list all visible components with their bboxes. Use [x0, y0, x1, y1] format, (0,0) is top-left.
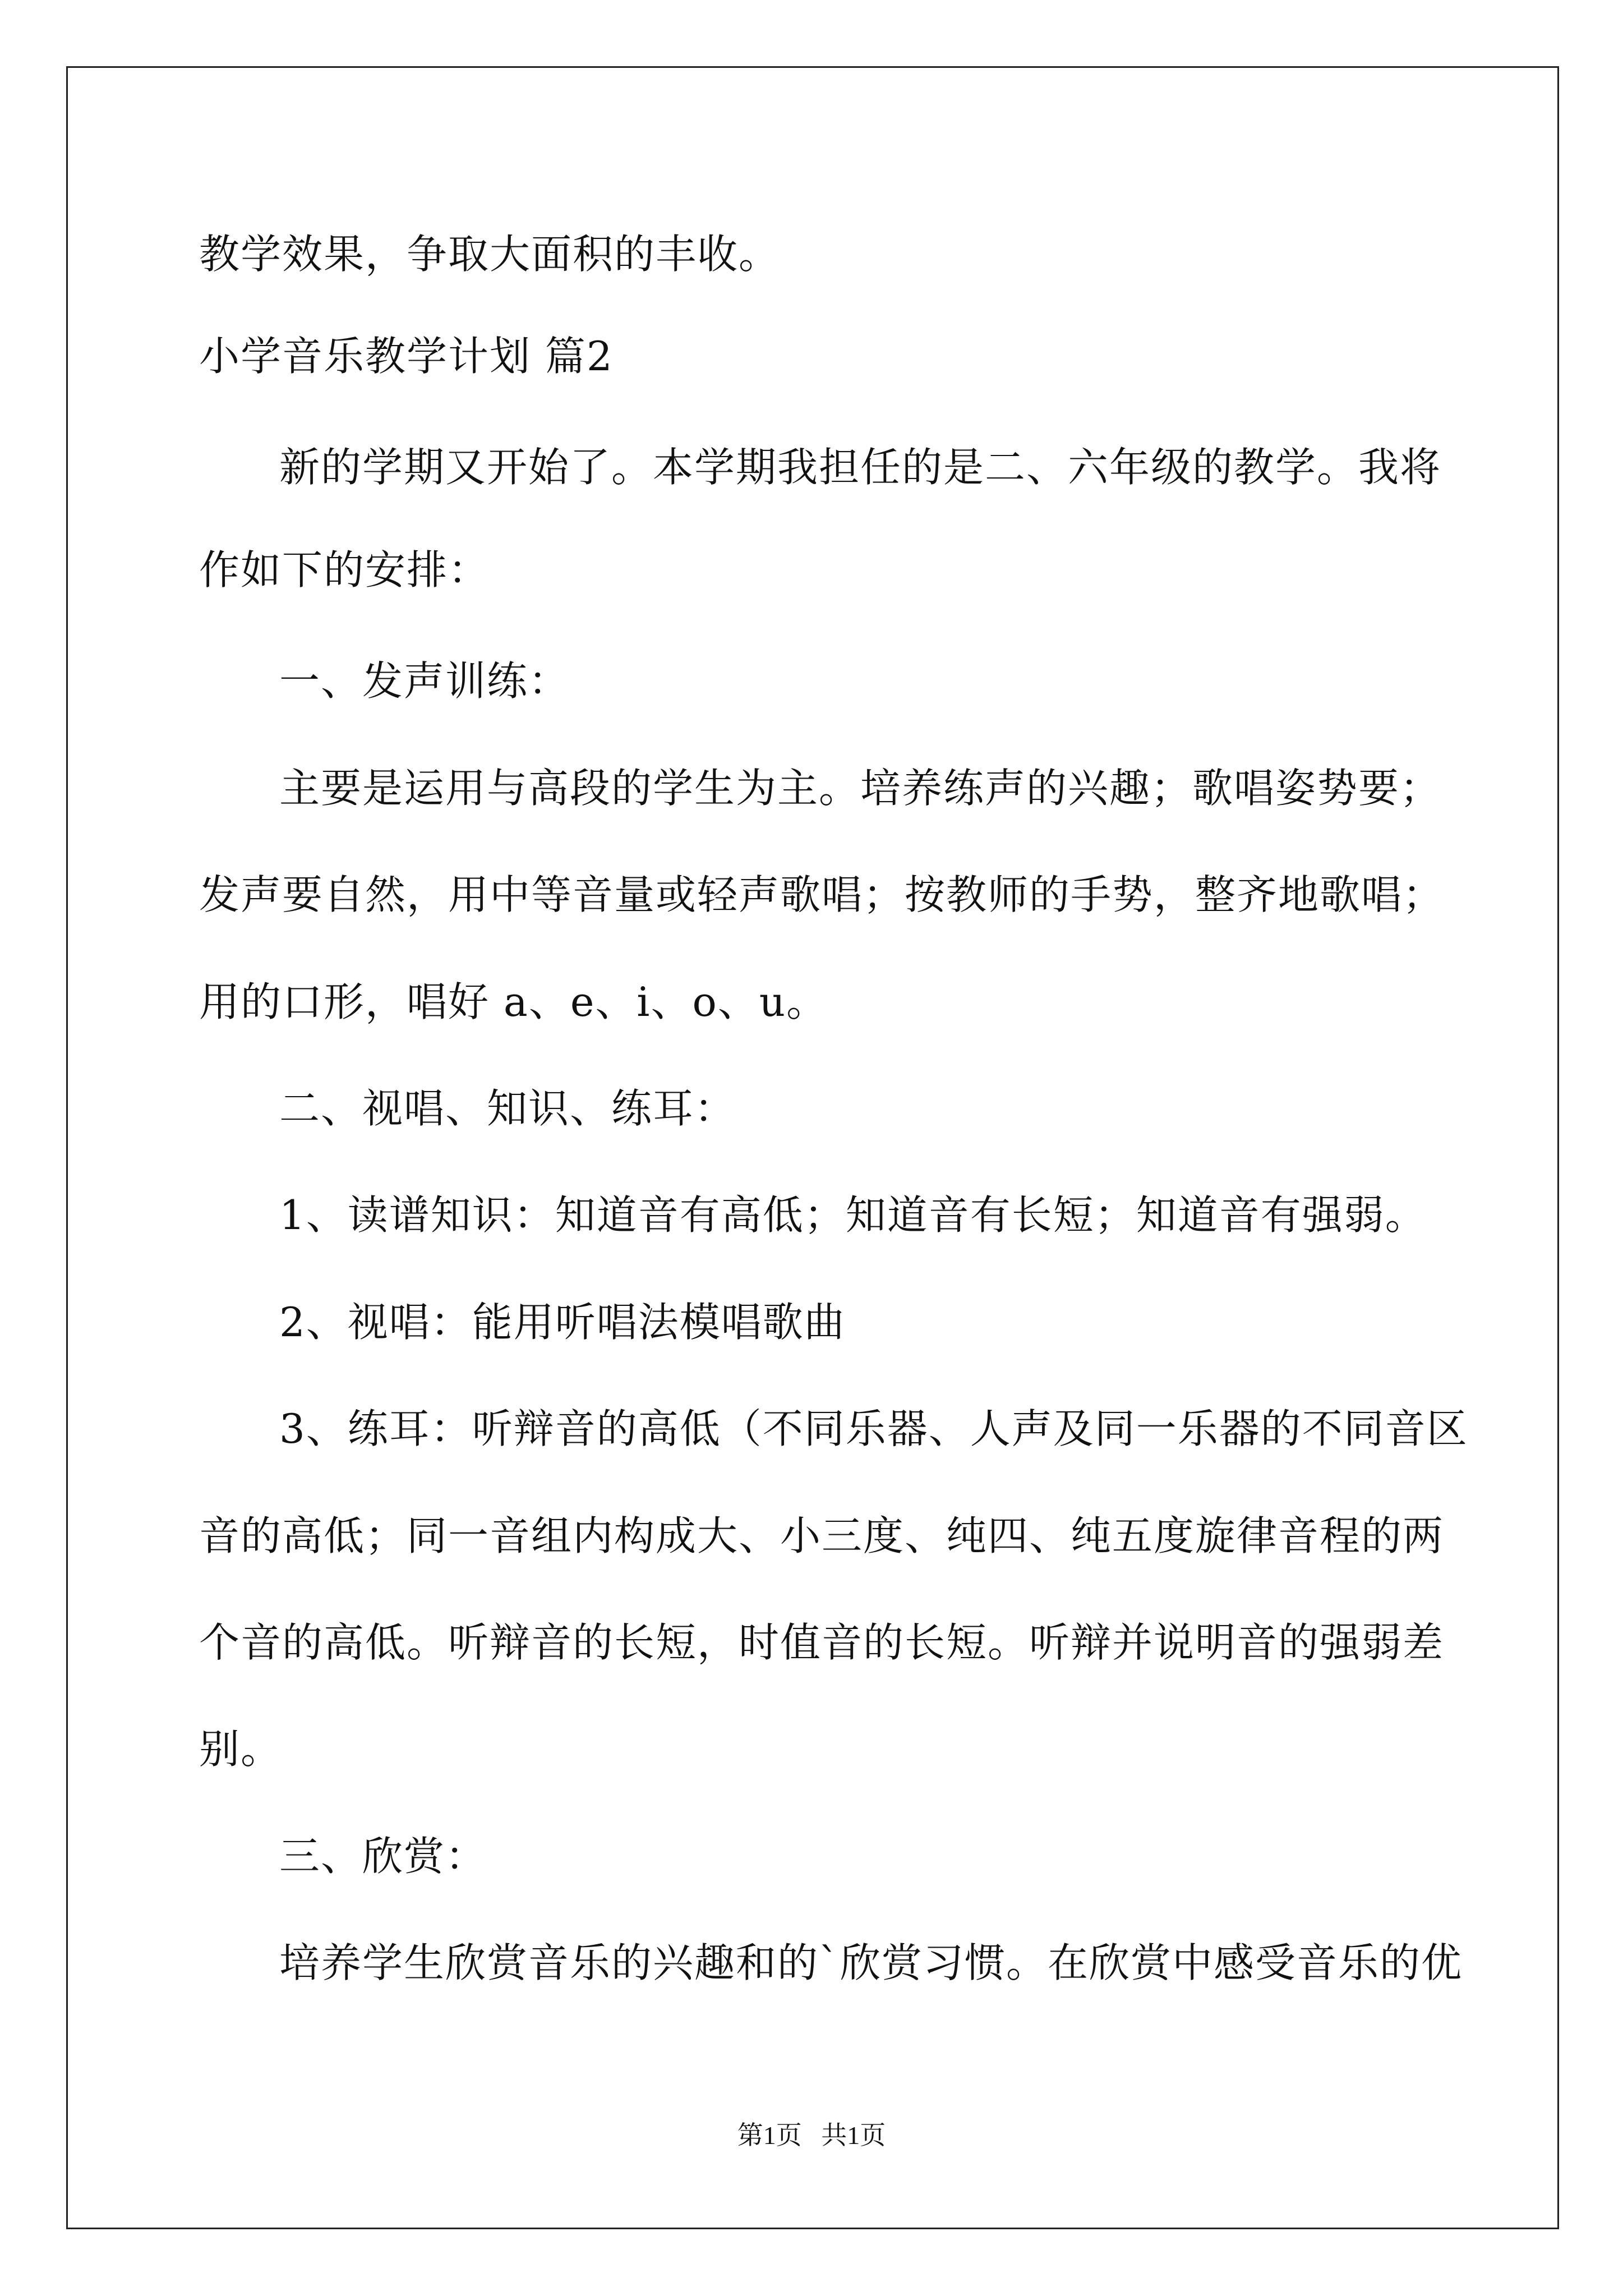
subheading-vocal-training: 一、发声训练：: [279, 657, 570, 705]
list-item: 1、读谱知识：知道音有高低；知道音有长短；知道音有强弱。: [279, 1191, 1427, 1239]
subheading-sight-singing: 二、视唱、知识、练耳：: [279, 1085, 736, 1132]
list-item: 3、练耳：听辩音的高低（不同乐器、人声及同一乐器的不同音区: [279, 1405, 1468, 1452]
paragraph-line: 别。: [199, 1726, 283, 1773]
subheading-appreciation: 三、欣赏：: [279, 1833, 487, 1880]
paragraph-line: 新的学期又开始了。本学期我担任的是二、六年级的教学。我将: [279, 444, 1442, 491]
paragraph-line: 作如下的安排：: [199, 546, 490, 593]
page-border: [66, 66, 1559, 2229]
paragraph-line: 音的高低；同一音组内构成大、小三度、纯四、纯五度旋律音程的两: [199, 1512, 1445, 1559]
paragraph-line: 用的口形，唱好 a、e、i、o、u。: [199, 978, 828, 1025]
page-number-footer: 第1页 共1页: [737, 2121, 886, 2150]
section-heading: 小学音乐教学计划 篇2: [199, 333, 614, 380]
body-text-line: 教学效果，争取大面积的丰收。: [199, 231, 781, 278]
list-item: 2、视唱：能用听唱法模唱歌曲: [279, 1299, 846, 1346]
paragraph-line: 个音的高低。听辩音的长短，时值音的长短。听辩并说明音的强弱差: [199, 1619, 1445, 1666]
paragraph-line: 培养学生欣赏音乐的兴趣和的`欣赏习惯。在欣赏中感受音乐的优: [279, 1939, 1463, 1986]
paragraph-line: 主要是运用与高段的学生为主。培养练声的兴趣；歌唱姿势要；: [279, 765, 1442, 812]
paragraph-line: 发声要自然，用中等音量或轻声歌唱；按教师的手势，整齐地歌唱；: [199, 871, 1445, 918]
